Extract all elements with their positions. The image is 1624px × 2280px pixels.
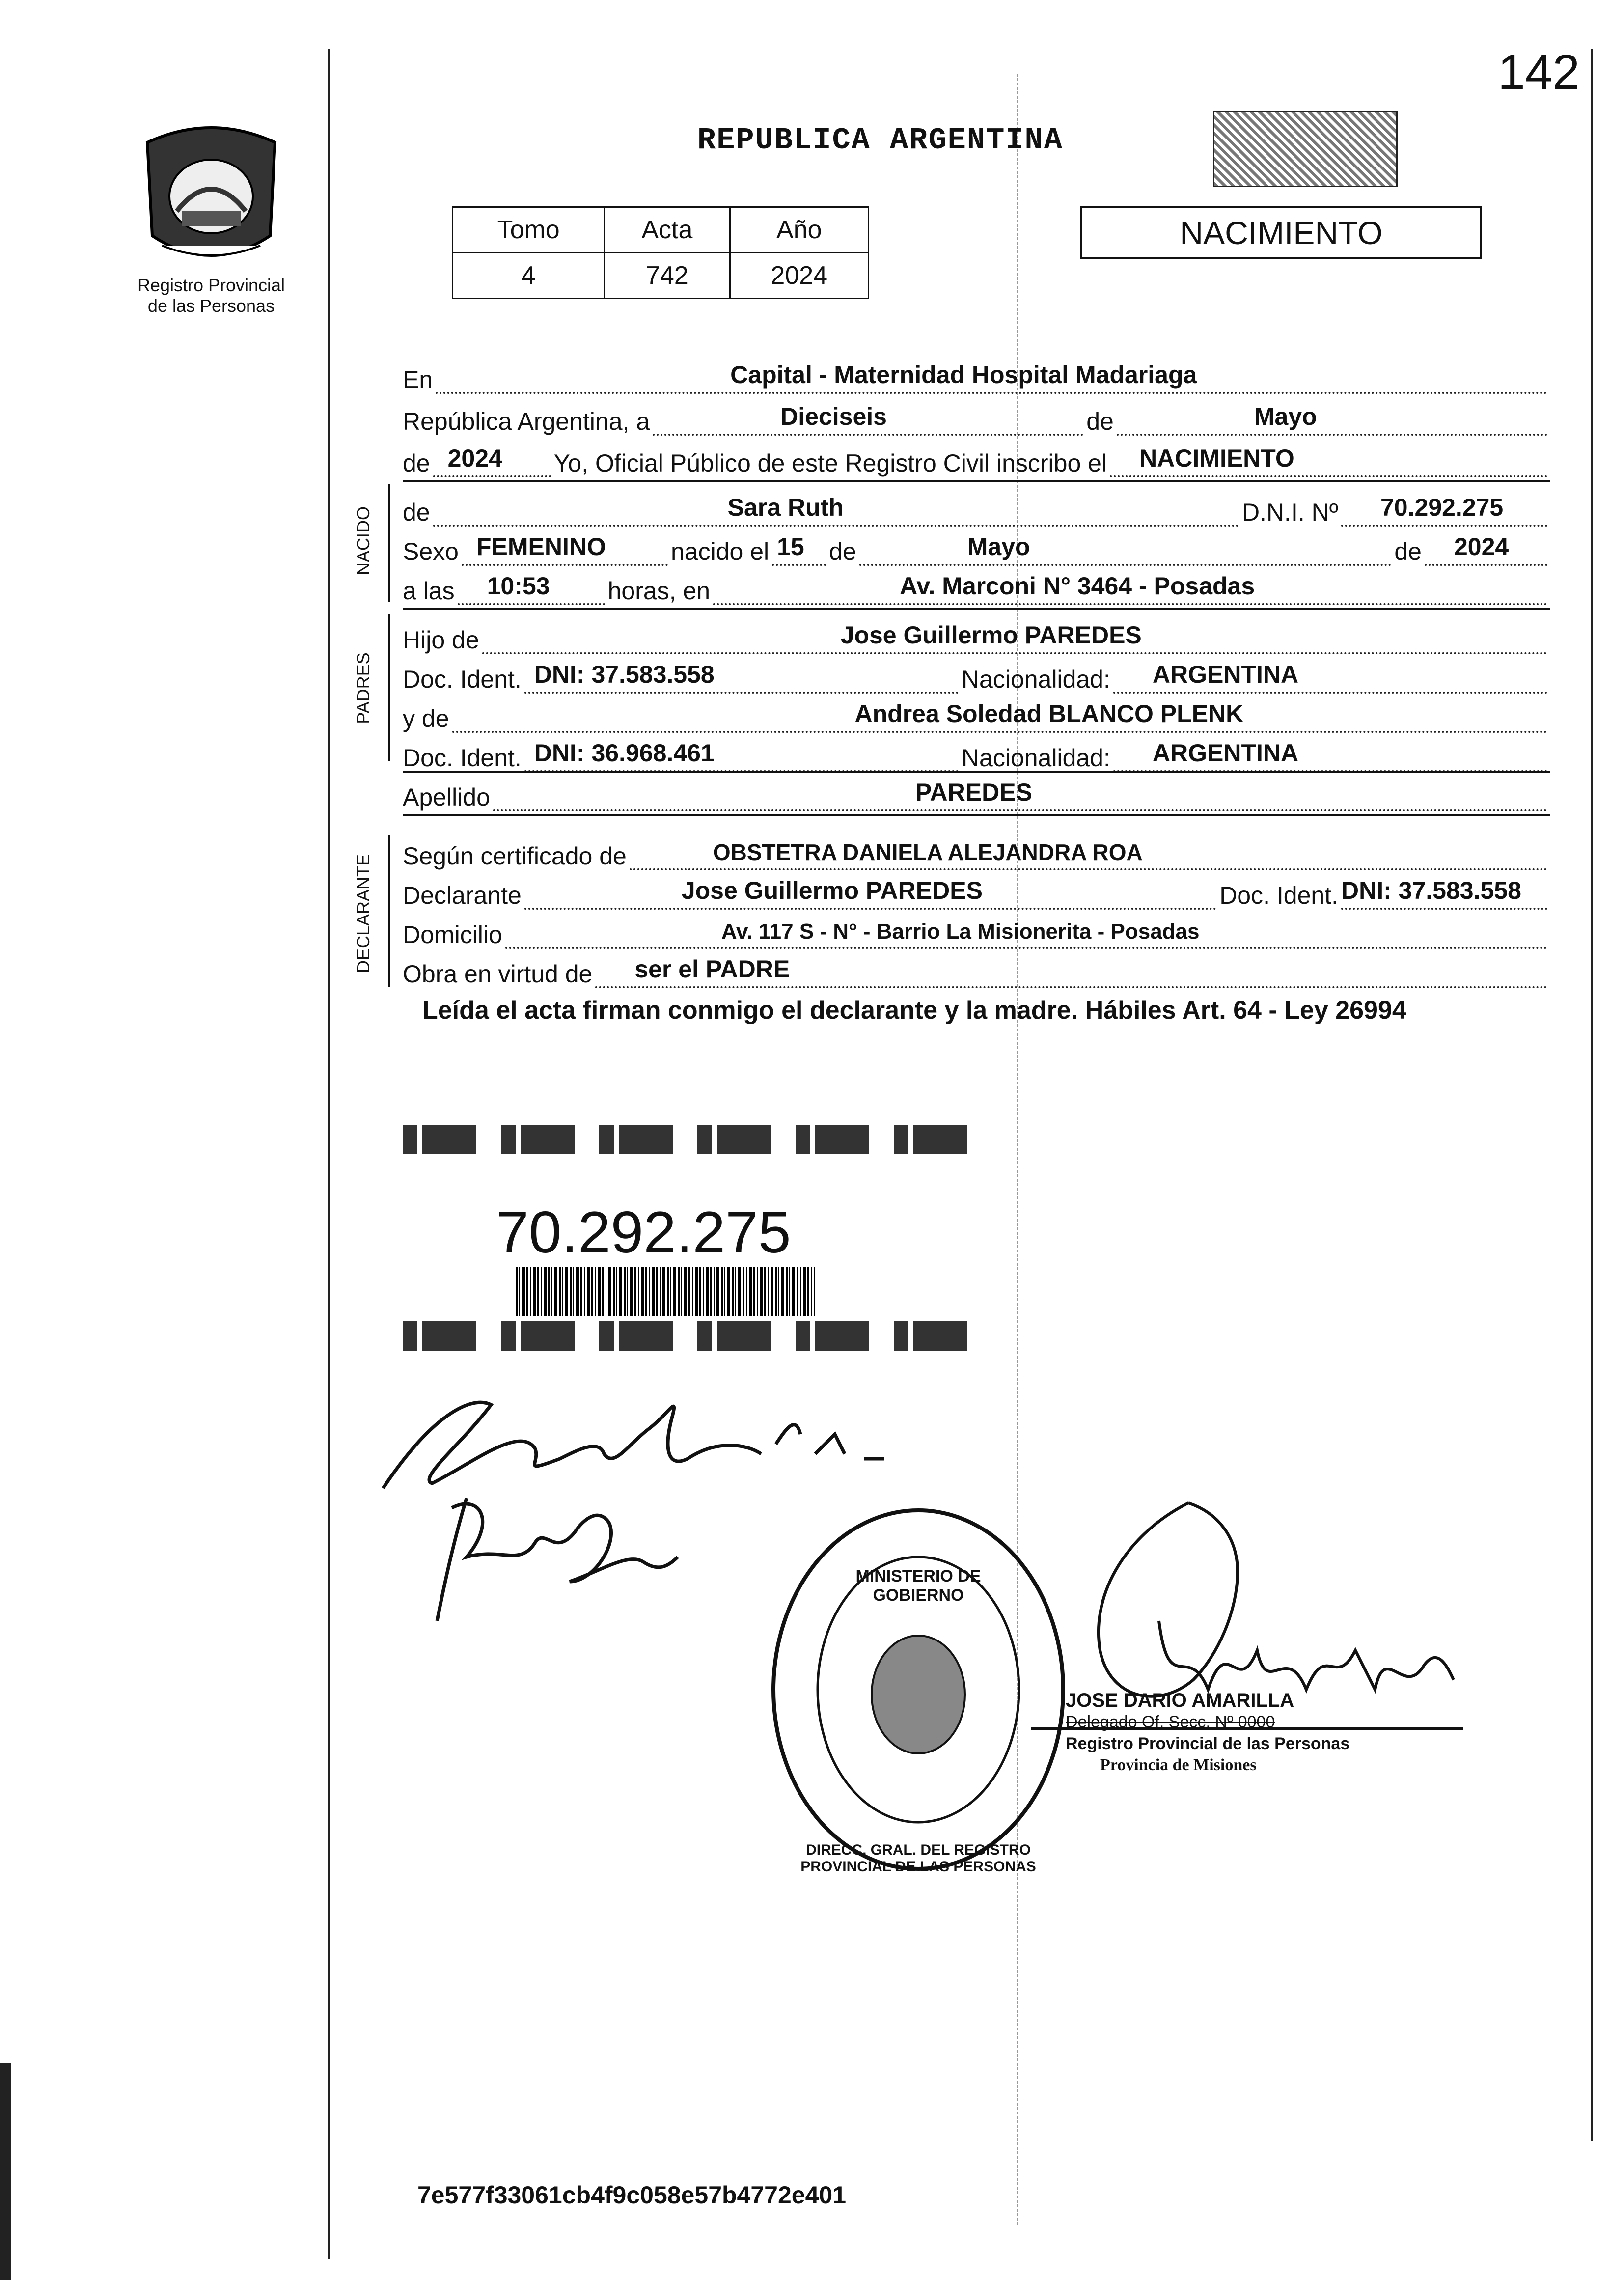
official-province: Provincia de Misiones xyxy=(1100,1756,1257,1774)
value-sexo: FEMENINO xyxy=(476,533,606,560)
fill-lugar-nac xyxy=(713,572,1547,605)
fill-dia-nac xyxy=(772,533,826,566)
fill-nombre xyxy=(433,494,1239,527)
left-edge-bar xyxy=(0,2063,11,2280)
record-table-header xyxy=(453,207,869,253)
row-yo xyxy=(403,442,1550,477)
fill-declarante xyxy=(524,877,1216,910)
value-hora: 10:53 xyxy=(487,572,550,600)
label-doc-ident-1: Doc. Ident. xyxy=(403,666,522,693)
official-name: JOSE DARIO AMARILLA xyxy=(1066,1690,1294,1711)
val-acta: 742 xyxy=(605,253,730,299)
security-strip-bottom xyxy=(403,1321,992,1351)
value-madre-doc: DNI: 36.968.461 xyxy=(534,739,715,767)
barcode-bars xyxy=(516,1267,815,1316)
value-dia-inscripcion: Dieciseis xyxy=(780,403,887,430)
separator-1 xyxy=(403,480,1550,482)
value-dni: 70.292.275 xyxy=(1380,494,1504,521)
value-apellido: PAREDES xyxy=(915,779,1032,806)
label-y-de: y de xyxy=(403,705,449,732)
security-hologram xyxy=(1213,111,1398,187)
value-lugar: Capital - Maternidad Hospital Madariaga xyxy=(730,361,1197,389)
fill-obra xyxy=(595,955,1547,988)
value-obra: ser el PADRE xyxy=(634,955,790,983)
label-de-5: de xyxy=(1394,538,1422,565)
fill-madre-nac xyxy=(1113,739,1547,772)
value-madre-nac: ARGENTINA xyxy=(1152,739,1299,767)
row-nombre xyxy=(403,491,1550,527)
label-republica: República Argentina, a xyxy=(403,408,650,435)
stamp-outer-text: DIRECC. GRAL. DEL REGISTRO PROVINCIAL DE LAS PERSONAS xyxy=(800,1842,1036,1875)
official-role: Delegado Of. Secc. Nº 0000 xyxy=(1066,1713,1275,1731)
value-anio-inscripcion: 2024 xyxy=(447,445,502,472)
official-org: Registro Provincial de las Personas xyxy=(1066,1734,1350,1753)
value-nombre: Sara Ruth xyxy=(727,494,844,521)
label-de-2: de xyxy=(403,449,430,477)
label-nacido-el: nacido el xyxy=(670,538,770,565)
col-anio: Año xyxy=(730,207,868,253)
page-number: 142 xyxy=(1498,45,1580,100)
row-domicilio xyxy=(403,914,1550,949)
value-padre-nac: ARGENTINA xyxy=(1152,661,1299,688)
barcode-label xyxy=(393,1115,997,1351)
fill-dni xyxy=(1341,494,1547,527)
label-dni: D.N.I. Nº xyxy=(1241,499,1338,526)
col-tomo: Tomo xyxy=(453,207,605,253)
right-margin-rule xyxy=(1591,49,1593,2141)
col-acta: Acta xyxy=(605,207,730,253)
row-declarante xyxy=(403,874,1550,910)
fill-anio-nac xyxy=(1425,533,1547,566)
fill-dia-inscripcion xyxy=(653,403,1083,436)
fill-lugar xyxy=(436,361,1547,394)
row-obra xyxy=(403,953,1550,988)
label-de-3: de xyxy=(403,499,430,526)
label-doc-ident-2: Doc. Ident. xyxy=(403,744,522,772)
official-caption xyxy=(1066,1690,1349,1776)
row-apellido xyxy=(403,776,1550,811)
value-lugar-nac: Av. Marconi N° 3464 - Posadas xyxy=(900,572,1255,600)
fill-declarante-doc xyxy=(1341,877,1547,910)
fill-apellido xyxy=(493,779,1547,811)
label-nacionalidad-1: Nacionalidad: xyxy=(961,666,1110,693)
label-en: En xyxy=(403,366,433,393)
label-obra: Obra en virtud de xyxy=(403,960,593,988)
label-hijo-de: Hijo de xyxy=(403,626,479,654)
fill-mes-inscripcion xyxy=(1117,403,1547,436)
value-domicilio: Av. 117 S - N° - Barrio La Misionerita - Posadas xyxy=(721,919,1200,944)
security-strip-top xyxy=(403,1125,992,1154)
label-segun: Según certificado de xyxy=(403,842,627,870)
label-domicilio: Domicilio xyxy=(403,921,502,948)
stamp-inner-text: MINISTERIO DE GOBIERNO xyxy=(855,1567,981,1605)
fill-tipo xyxy=(1110,445,1547,477)
row-padre-doc xyxy=(403,658,1550,694)
value-madre: Andrea Soledad BLANCO PLENK xyxy=(854,700,1244,727)
separator-2 xyxy=(403,608,1550,610)
padres-bracket xyxy=(388,614,390,761)
row-certificado xyxy=(403,835,1550,870)
center-fold-line xyxy=(1017,74,1018,2225)
row-madre-doc xyxy=(403,737,1550,772)
label-a-las: a las xyxy=(403,577,455,605)
section-padres: PADRES xyxy=(353,652,373,724)
row-madre xyxy=(403,697,1550,733)
value-padre: Jose Guillermo PAREDES xyxy=(840,621,1142,649)
label-de-1: de xyxy=(1086,408,1114,435)
fill-madre xyxy=(452,700,1547,733)
fill-certificado xyxy=(630,841,1547,870)
label-declarante: Declarante xyxy=(403,882,522,909)
record-table-values xyxy=(453,253,869,299)
fill-anio-inscripcion xyxy=(433,445,551,477)
value-mes-inscripcion: Mayo xyxy=(1254,403,1317,430)
registry-caption-line-2: de las Personas xyxy=(147,296,275,316)
row-sexo xyxy=(403,530,1550,566)
row-en xyxy=(403,359,1550,394)
fill-padre xyxy=(482,621,1547,654)
fill-mes-nac xyxy=(859,533,1392,566)
registry-caption-line-1: Registro Provincial xyxy=(137,275,285,295)
record-table xyxy=(452,206,869,299)
row-hora xyxy=(403,570,1550,605)
value-anio-nac: 2024 xyxy=(1454,533,1509,560)
fill-padre-nac xyxy=(1113,661,1547,694)
fill-sexo xyxy=(462,533,668,566)
nacido-bracket xyxy=(388,484,390,602)
section-declarante: DECLARANTE xyxy=(353,854,373,973)
label-de-4: de xyxy=(829,538,856,565)
value-tipo: NACIMIENTO xyxy=(1139,445,1294,472)
value-declarante: Jose Guillermo PAREDES xyxy=(681,877,983,904)
barcode-number: 70.292.275 xyxy=(496,1199,791,1265)
separator-4 xyxy=(403,814,1550,816)
label-yo: Yo, Oficial Público de este Registro Civil inscribo el xyxy=(553,449,1107,477)
left-margin-rule xyxy=(328,49,330,2259)
val-tomo: 4 xyxy=(453,253,605,299)
official-stamp xyxy=(766,1503,1071,1876)
registry-caption xyxy=(108,275,314,316)
row-padre xyxy=(403,619,1550,654)
declarante-bracket xyxy=(388,835,390,987)
value-certificado: OBSTETRA DANIELA ALEJANDRA ROA xyxy=(713,839,1143,865)
value-mes-nac: Mayo xyxy=(967,533,1030,560)
val-anio: 2024 xyxy=(730,253,868,299)
fill-madre-doc xyxy=(524,739,959,772)
fill-padre-doc xyxy=(524,661,959,694)
province-logo xyxy=(128,113,295,275)
section-nacido: NACIDO xyxy=(353,506,373,576)
registry-stamp-icon xyxy=(766,1503,1071,1876)
value-declarante-doc: DNI: 37.583.558 xyxy=(1341,877,1521,904)
value-dia-nac: 15 xyxy=(777,533,804,560)
fill-domicilio xyxy=(505,919,1547,949)
value-padre-doc: DNI: 37.583.558 xyxy=(534,661,715,688)
label-nacionalidad-2: Nacionalidad: xyxy=(961,744,1110,772)
fill-hora xyxy=(458,572,605,605)
misiones-seal-icon xyxy=(128,113,295,275)
label-apellido: Apellido xyxy=(403,783,490,811)
closing-note: Leída el acta firman conmigo el declarante y la madre. Hábiles Art. 64 - Ley 26994 xyxy=(422,996,1406,1025)
document-title: REPUBLICA ARGENTINA xyxy=(697,123,1063,158)
document-hash: 7e577f33061cb4f9c058e57b4772e401 xyxy=(417,2181,846,2209)
father-signature xyxy=(422,1478,697,1636)
label-sexo: Sexo xyxy=(403,538,459,565)
label-doc-ident-3: Doc. Ident. xyxy=(1219,882,1338,909)
label-horas-en: horas, en xyxy=(607,577,711,605)
row-republica xyxy=(403,400,1550,436)
separator-3 xyxy=(403,771,1550,773)
document-type-box: NACIMIENTO xyxy=(1080,206,1482,259)
